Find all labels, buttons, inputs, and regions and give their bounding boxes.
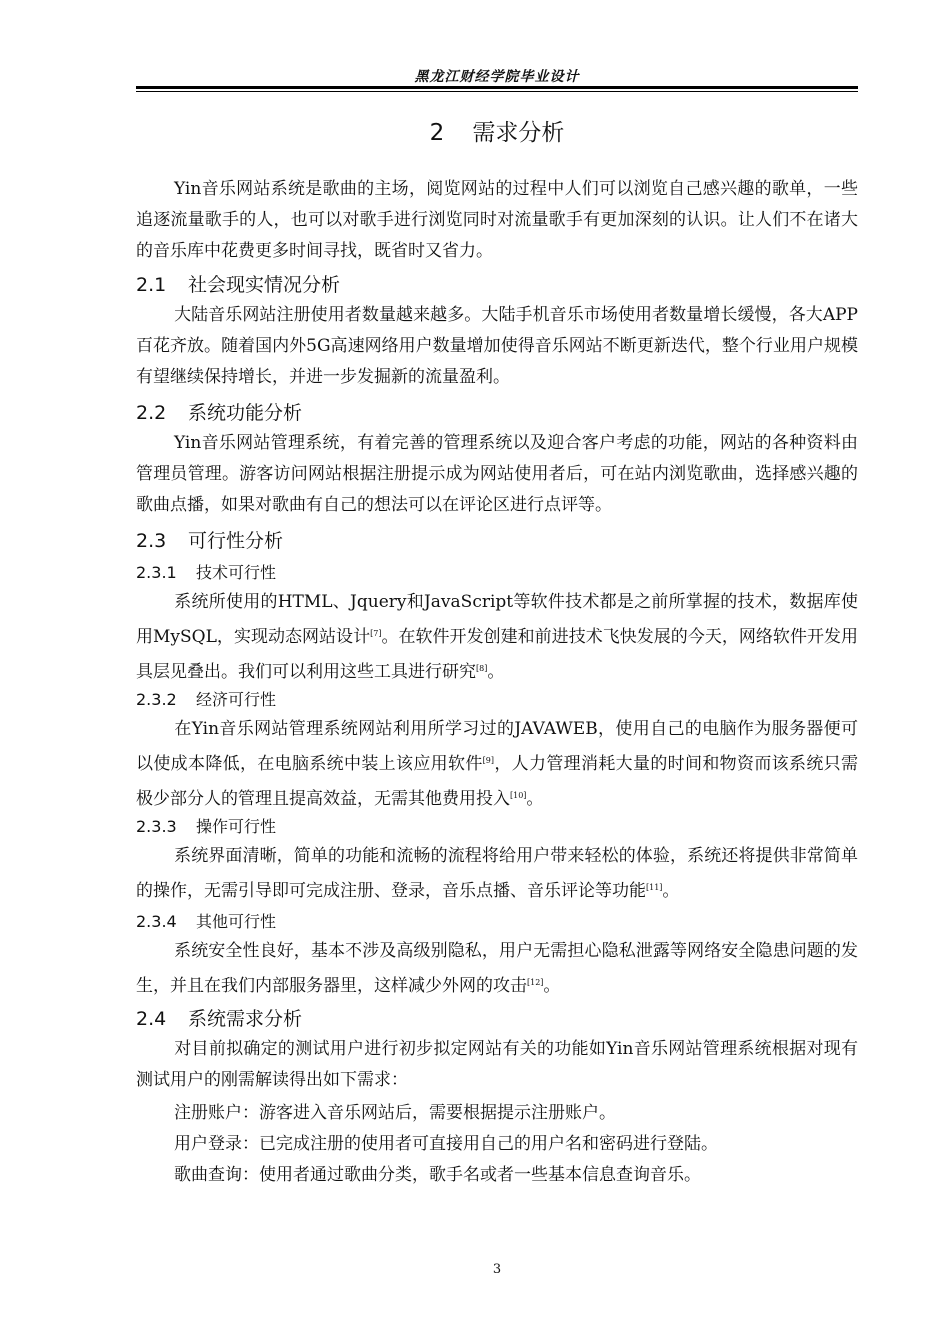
requirement-item: 用户登录：已完成注册的使用者可直接用自己的用户名和密码进行登陆。 — [174, 1134, 718, 1154]
section-2-3-2-paragraph: 在Yin音乐网站管理系统网站利用所学习过的JAVAWEB，使用自己的电脑作为服务器便可以使成本降低，在电脑系统中装上该应用软件[9]，人力管理消耗大量的时间和物资而该系统只需极少部分人的管理且提高效益，无需其他费用投入[10]。 — [136, 719, 859, 809]
section-2-3-1-heading: 2.3.1 技术可行性 — [136, 563, 277, 582]
requirement-item: 歌曲查询：使用者通过歌曲分类，歌手名或者一些基本信息查询音乐。 — [174, 1165, 701, 1185]
section-2-3-2-heading: 2.3.2 经济可行性 — [136, 690, 277, 709]
chapter-title-text: 需求分析 — [472, 120, 565, 146]
section-2-3-3-paragraph: 系统界面清晰，简单的功能和流畅的流程将给用户带来轻松的体验，系统还将提供非常简单的操作，无需引导即可完成注册、登录，音乐点播、音乐评论等功能[11]。 — [136, 846, 858, 901]
section-2-2-paragraph: Yin音乐网站管理系统，有着完善的管理系统以及迎合客户考虑的功能，网站的各种资料由管理员管理。游客访问网站根据注册提示成为网站使用者后，可在站内浏览歌曲，选择感兴趣的歌曲点播，如果对歌曲有自己的想法可以在评论区进行点评等。 — [136, 433, 858, 515]
page-header: 黑龙江财经学院毕业设计 — [414, 69, 580, 85]
section-2-1-heading: 2.1 社会现实情况分析 — [136, 274, 341, 296]
section-2-3-3-heading: 2.3.3 操作可行性 — [136, 817, 277, 836]
page-number: 3 — [492, 1262, 502, 1277]
section-2-1-paragraph: 大陆音乐网站注册使用者数量越来越多。大陆手机音乐市场使用者数量增长缓慢，各大APP百花齐放。随着国内外5G高速网络用户数量增加使得音乐网站不断更新迭代，整个行业用户规模有望继续保持增长，并进一步发掘新的流量盈利。 — [136, 305, 858, 387]
intro-paragraph: Yin音乐网站系统是歌曲的主场，阅览网站的过程中人们可以浏览自己感兴趣的歌单，一些追逐流量歌手的人，也可以对歌手进行浏览同时对流量歌手有更加深刻的认识。让人们不在诸大的音乐库中花费更多时间寻找，既省时又省力。 — [136, 179, 858, 261]
chapter-title — [136, 114, 858, 147]
section-2-4-paragraph: 对目前拟确定的测试用户进行初步拟定网站有关的功能如Yin音乐网站管理系统根据对现有测试用户的刚需解读得出如下需求： — [136, 1039, 858, 1090]
citation: [9] — [482, 756, 495, 765]
header-rule-thick — [136, 86, 858, 89]
section-2-3-1-paragraph: 系统所使用的HTML、Jquery和JavaScript等软件技术都是之前所掌握的技术，数据库使用MySQL，实现动态网站设计[7]。在软件开发创建和前进技术飞快发展的今天，网络软件开发用具层见叠出。我们可以利用这些工具进行研究[8]。 — [136, 592, 859, 682]
citation: [8] — [476, 664, 488, 673]
section-2-3-4-paragraph: 系统安全性良好，基本不涉及高级别隐私，用户无需担心隐私泄露等网络安全隐患问题的发生，并且在我们内部服务器里，这样减少外网的攻击[12]。 — [136, 941, 858, 996]
section-2-2-heading: 2.2 系统功能分析 — [136, 402, 303, 424]
section-2-3-heading: 2.3 可行性分析 — [136, 530, 284, 552]
citation: [12] — [527, 978, 544, 987]
section-2-4-heading: 2.4 系统需求分析 — [136, 1008, 303, 1030]
header-rule-thin — [136, 91, 858, 92]
citation: [10] — [510, 791, 527, 800]
section-2-3-4-heading: 2.3.4 其他可行性 — [136, 912, 277, 931]
requirement-item: 注册账户：游客进入音乐网站后，需要根据提示注册账户。 — [174, 1103, 616, 1123]
citation: [11] — [646, 883, 663, 892]
citation: [7] — [370, 629, 382, 638]
chapter-number: 2 — [429, 120, 445, 146]
